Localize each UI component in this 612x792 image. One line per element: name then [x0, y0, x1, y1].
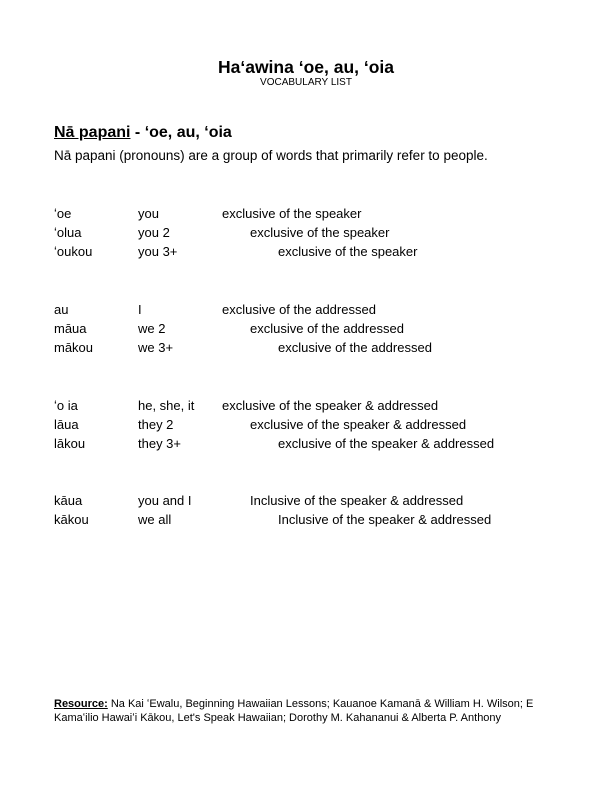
document-title: Haʻawina ʻoe, au, ʻoia: [217, 57, 395, 77]
vocab-word: mākou: [54, 340, 94, 355]
vocab-note: exclusive of the speaker: [250, 225, 390, 240]
vocab-meaning: you: [138, 206, 159, 221]
vocab-note: exclusive of the speaker & addressed: [222, 398, 439, 413]
vocab-row: [0, 340, 612, 358]
vocab-meaning: you and I: [138, 493, 192, 508]
resource-label: Resource:: [54, 698, 108, 710]
vocab-row: [0, 225, 612, 243]
vocab-row: [0, 302, 612, 320]
vocab-meaning: you 2: [138, 225, 170, 240]
resource-citation: [54, 697, 554, 725]
vocab-meaning: we all: [138, 512, 172, 527]
vocab-meaning: we 2: [138, 321, 166, 336]
vocab-word: ʻoukou: [54, 244, 93, 259]
vocab-note: exclusive of the speaker: [222, 206, 362, 221]
vocab-word: lākou: [54, 436, 86, 451]
vocab-word: lāua: [54, 417, 79, 432]
vocab-meaning: he, she, it: [138, 398, 195, 413]
vocab-row: [0, 512, 612, 530]
vocab-word: ʻolua: [54, 225, 82, 240]
vocab-meaning: they 3+: [138, 436, 182, 451]
resource-text: Na Kai ʻEwalu, Beginning Hawaiian Lessons; Kauanoe Kamanā & William H. Wilson; E Kamaʻilio Hawaiʻi Kākou, Let's Speak Hawaiian; Dorothy M. Kahananui & Alberta P. Anthony: [54, 698, 534, 724]
section-heading: [54, 124, 232, 142]
vocab-row: [0, 436, 612, 454]
vocab-row: [0, 321, 612, 339]
document-subtitle: VOCABULARY LIST: [260, 77, 352, 88]
vocab-row: [0, 493, 612, 511]
section-heading-underlined: Nā papani: [54, 124, 131, 141]
vocab-row: [0, 206, 612, 224]
vocab-meaning: you 3+: [138, 244, 178, 259]
vocab-note: exclusive of the speaker & addressed: [250, 417, 467, 432]
vocab-word: ʻo ia: [54, 398, 78, 413]
vocab-meaning: I: [138, 302, 142, 317]
vocab-word: au: [54, 302, 69, 317]
vocab-meaning: they 2: [138, 417, 174, 432]
vocab-note: Inclusive of the speaker & addressed: [250, 493, 464, 508]
section-heading-rest: - ʻoe, au, ʻoia: [130, 124, 232, 141]
vocab-row: [0, 417, 612, 435]
vocab-word: māua: [54, 321, 87, 336]
vocab-meaning: we 3+: [138, 340, 174, 355]
vocab-row: [0, 244, 612, 262]
vocab-note: exclusive of the speaker: [278, 244, 418, 259]
vocab-word: kākou: [54, 512, 89, 527]
vocab-note: Inclusive of the speaker & addressed: [278, 512, 492, 527]
vocab-note: exclusive of the addressed: [222, 302, 376, 317]
vocab-note: exclusive of the addressed: [250, 321, 404, 336]
vocab-word: ʻoe: [54, 206, 72, 221]
section-intro: Nā papani (pronouns) are a group of words that primarily refer to people.: [54, 148, 488, 163]
vocab-note: exclusive of the addressed: [278, 340, 432, 355]
vocab-row: [0, 398, 612, 416]
vocab-word: kāua: [54, 493, 83, 508]
vocab-note: exclusive of the speaker & addressed: [278, 436, 495, 451]
